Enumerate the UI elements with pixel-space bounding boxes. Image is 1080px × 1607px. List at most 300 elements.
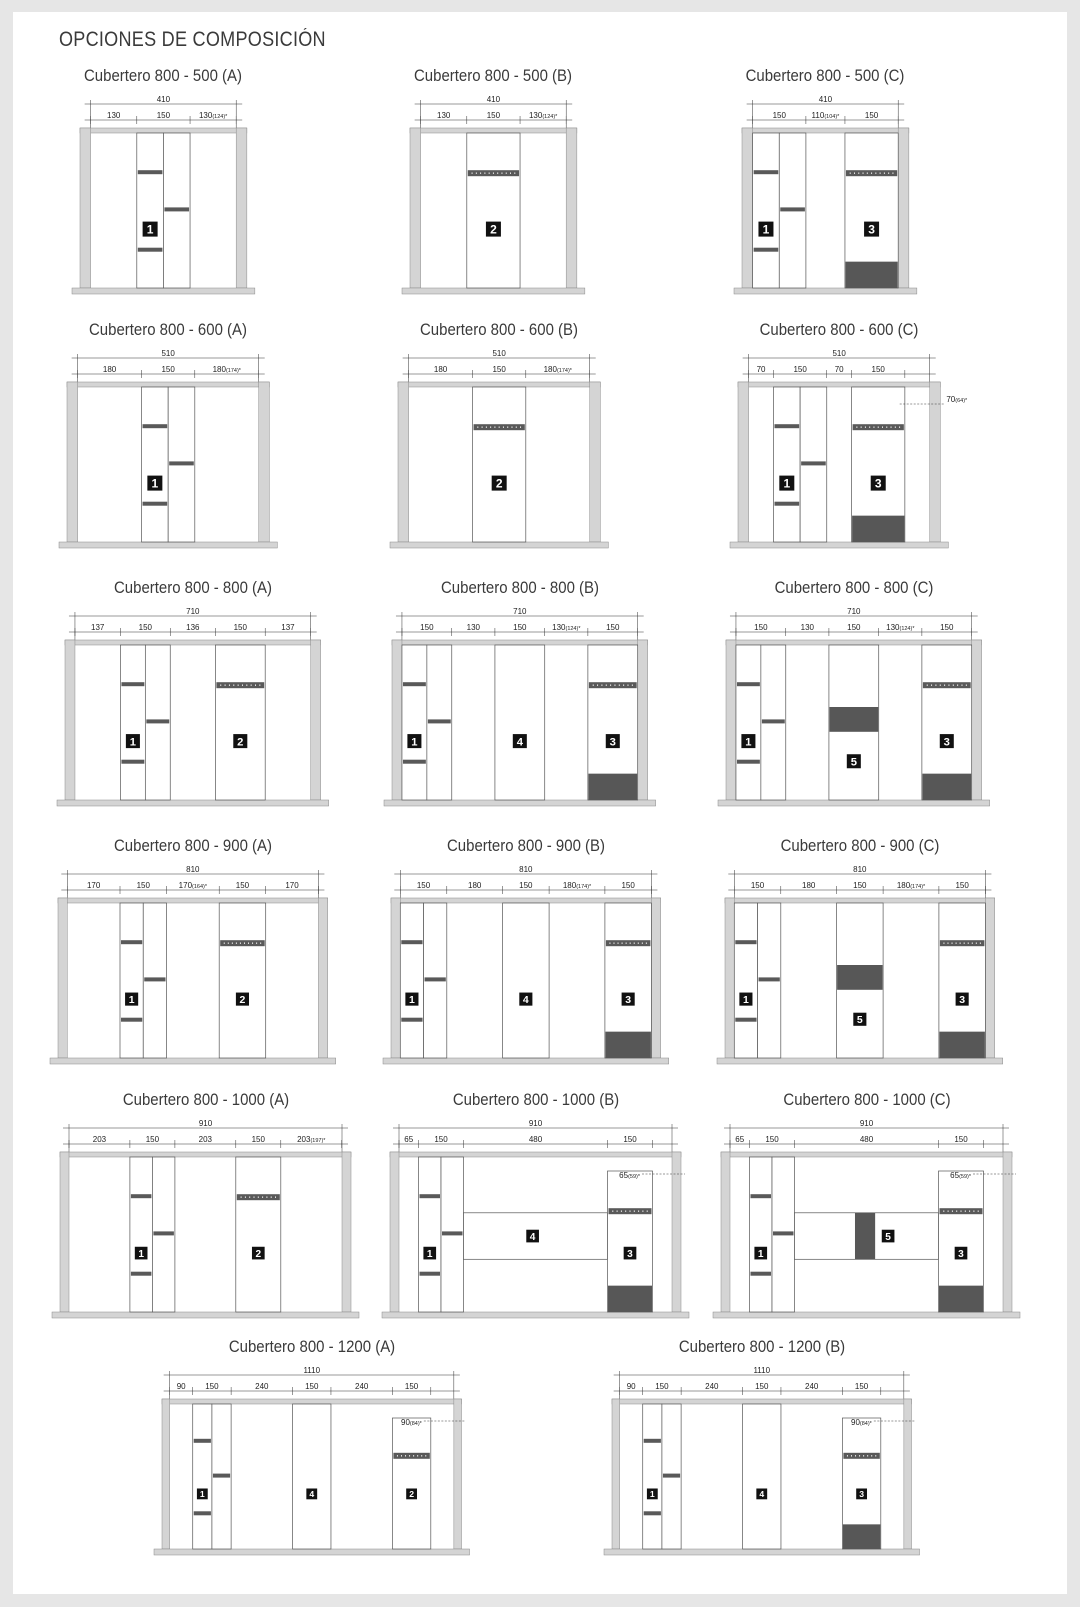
frame-post-right [904, 1399, 912, 1549]
frame-post-left [738, 382, 749, 542]
rail-slot [597, 684, 598, 686]
segment-dimension-note: (197)* [310, 1138, 326, 1144]
badge-number: 1 [783, 476, 791, 491]
rail-slot [606, 684, 607, 686]
total-dimension: 910 [859, 1119, 874, 1128]
module-column [743, 1404, 781, 1549]
module-badge [252, 1247, 265, 1260]
module-column [293, 1404, 331, 1549]
segment-dimension: 240 [805, 1382, 819, 1391]
rail-slot [614, 684, 615, 686]
segment-dimension: 150 [954, 1135, 968, 1144]
segment-dimension: 90 [176, 1382, 186, 1391]
frame-base [72, 288, 255, 294]
frame-base [717, 1058, 1003, 1064]
segment-dimension: 150 [156, 111, 171, 120]
side-dimension-note: (59)* [628, 1174, 640, 1180]
segment-dimension: 150 [940, 623, 954, 632]
module-column [495, 645, 545, 800]
drawer-block [605, 1032, 651, 1058]
rail-slot [642, 942, 643, 944]
drawer-block [939, 1032, 985, 1058]
module-badge [856, 1488, 867, 1499]
side-dimension: 65(59)* [619, 1171, 640, 1180]
module-badge [955, 1247, 968, 1260]
rail-slot [899, 426, 900, 428]
rail-slot [953, 684, 954, 686]
rail-slot [884, 172, 885, 174]
diagram-title: Cubertero 800 - 1000 (A) [122, 1090, 289, 1109]
diagram-drawing [381, 866, 671, 1086]
rail-slot [249, 1196, 250, 1198]
frame-post-left [391, 898, 400, 1058]
badge-number: 2 [255, 1248, 262, 1260]
segment-dimension: 136 [186, 623, 200, 632]
badge-number: 3 [874, 476, 882, 491]
rail-slot [980, 942, 981, 944]
segment-dimension: 150 [404, 1382, 419, 1391]
frame-base [713, 1312, 1020, 1318]
rail-slot [948, 684, 949, 686]
rail-slot [952, 1210, 953, 1212]
segment-dimension: 150 [305, 1382, 319, 1391]
rail-slot [627, 684, 628, 686]
drawer-block [837, 965, 883, 990]
total-dimension: 1110 [303, 1366, 321, 1375]
badge-number: 1 [411, 736, 418, 749]
cutlery-rail [644, 1511, 661, 1515]
total-dimension: 510 [161, 349, 175, 358]
frame-post-right [638, 640, 648, 800]
frame-base [50, 1058, 336, 1064]
module-column [467, 133, 520, 288]
composition-diagram [711, 1090, 1022, 1340]
total-dimension: 410 [486, 95, 501, 104]
frame-top [162, 1399, 462, 1404]
rail-slot [617, 1210, 618, 1212]
rail-slot [855, 1455, 856, 1457]
rail-slot [251, 684, 252, 686]
segment-dimension: 150 [750, 881, 765, 890]
rail-slot [886, 426, 887, 428]
cutlery-rail [735, 940, 756, 944]
drawer-block [852, 516, 904, 542]
module-badge [779, 476, 794, 491]
rail-slot [966, 684, 967, 686]
rail-slot [888, 172, 889, 174]
side-dimension: 65(59)* [950, 1171, 971, 1180]
module-badge [739, 993, 752, 1006]
frame-post-left [65, 640, 75, 800]
segment-dimension: 130(124)* [886, 623, 915, 632]
cutlery-rail [420, 1272, 441, 1276]
frame-base [59, 542, 277, 548]
module-1-column [400, 903, 423, 1058]
rail-slot [506, 172, 507, 174]
rail-slot [619, 684, 620, 686]
module-badge [126, 734, 140, 748]
module-badge [125, 993, 138, 1006]
module-1-column [402, 645, 427, 800]
rail-slot [965, 1210, 966, 1212]
rail-slot [245, 1196, 246, 1198]
composition-diagram [732, 66, 919, 316]
cutlery-rail [216, 682, 264, 688]
frame-post-left [390, 1152, 399, 1312]
diagram-drawing [388, 350, 610, 570]
rail-slot [647, 1210, 648, 1212]
rail-slot [630, 942, 631, 944]
diagram-title: Cubertero 800 - 600 (C) [759, 320, 919, 339]
segment-dimension: 150 [853, 881, 867, 890]
badge-number: 1 [743, 995, 749, 1007]
frame-post-left [410, 128, 421, 288]
segment-dimension-note: (164)* [192, 884, 208, 890]
composition-diagram [70, 66, 257, 316]
rail-slot [634, 1210, 635, 1212]
rail-slot [499, 426, 500, 428]
badge-number: 1 [426, 1248, 433, 1260]
diagram-title: Cubertero 800 - 800 (B) [440, 578, 599, 597]
rail-slot [252, 942, 253, 944]
badge-number: 4 [759, 1489, 765, 1500]
cutlery-rail [762, 719, 785, 723]
segment-dimension: 150 [765, 1135, 779, 1144]
drawer-block [855, 1213, 875, 1260]
drawer-block [843, 1524, 880, 1549]
rail-slot [863, 1455, 864, 1457]
segment-dimension: 180(174)* [212, 365, 241, 374]
segment-dimension: 137 [281, 623, 295, 632]
total-dimension: 910 [198, 1119, 213, 1128]
frame-base [390, 542, 608, 548]
rail-slot [224, 942, 225, 944]
segment-dimension: 180(174)* [562, 881, 592, 890]
composition-diagram [57, 320, 279, 570]
cutlery-rail [121, 760, 144, 764]
frame-top [726, 640, 982, 645]
module-badge [882, 1230, 895, 1243]
segment-dimension: 110(104)* [811, 111, 840, 120]
rail-slot [940, 684, 941, 686]
total-dimension: 410 [818, 95, 833, 104]
rail-slot [275, 1196, 276, 1198]
rail-slot [476, 172, 477, 174]
segment-dimension: 170(164)* [178, 881, 208, 890]
segment-dimension: 150 [621, 881, 635, 890]
module-1-column [130, 1157, 153, 1312]
side-dimension: 90(84)* [401, 1418, 422, 1427]
segment-dimension: 150 [235, 881, 250, 890]
module-badge [624, 1247, 637, 1260]
frame-base [383, 1058, 669, 1064]
segment-dimension: 240 [705, 1382, 719, 1391]
diagram-drawing [48, 866, 338, 1086]
rail-slot [880, 172, 881, 174]
diagram-drawing [70, 96, 257, 316]
module-1-column [193, 1404, 212, 1549]
rail-slot [262, 1196, 263, 1198]
cutlery-rail [146, 719, 169, 723]
frame-post-right [985, 898, 994, 1058]
diagram-title: Cubertero 800 - 900 (B) [446, 836, 605, 855]
segment-dimension: 480 [528, 1135, 543, 1144]
module-badge [143, 222, 158, 237]
frame-base [730, 542, 948, 548]
frame-post-left [67, 382, 78, 542]
rail-slot [494, 426, 495, 428]
module-badge [135, 1247, 148, 1260]
frame-top [721, 1152, 1012, 1157]
rail-slot [875, 172, 876, 174]
segment-dimension: 180(174)* [543, 365, 572, 374]
diagram-drawing [728, 349, 968, 570]
total-dimension: 810 [853, 865, 867, 874]
frame-base [384, 800, 656, 806]
diagram-drawing [152, 1367, 472, 1577]
rail-slot [931, 684, 932, 686]
rail-slot [255, 684, 256, 686]
cutlery-rail [775, 424, 800, 428]
segment-dimension-note: (124)* [899, 626, 915, 632]
frame-top [67, 382, 269, 387]
composition-diagram [382, 578, 658, 828]
rail-slot [625, 1210, 626, 1212]
rail-slot [882, 426, 883, 428]
segment-dimension-note: (124)* [212, 114, 228, 120]
composition-diagram [400, 66, 587, 316]
cutlery-rail [606, 940, 651, 946]
rail-slot [612, 1210, 613, 1212]
badge-number: 4 [309, 1489, 315, 1500]
module-badge [492, 476, 507, 491]
rail-slot [948, 1210, 949, 1212]
frame-post-left [726, 640, 736, 800]
segment-dimension: 130 [800, 623, 815, 632]
rail-slot [859, 1455, 860, 1457]
cutlery-rail [754, 170, 779, 174]
segment-dimension: 150 [871, 365, 885, 374]
rail-slot [935, 684, 936, 686]
rail-slot [520, 426, 521, 428]
rail-slot [892, 172, 893, 174]
frame-post-left [612, 1399, 620, 1549]
diagram-title: Cubertero 800 - 500 (B) [414, 66, 573, 85]
badge-number: 2 [409, 1489, 415, 1500]
module-badge [622, 993, 635, 1006]
frame-post-right [1003, 1152, 1012, 1312]
segment-dimension: 65 [404, 1135, 414, 1144]
rail-slot [646, 942, 647, 944]
diagram-title: Cubertero 800 - 1200 (A) [228, 1337, 395, 1356]
rail-slot [271, 1196, 272, 1198]
rail-slot [867, 1455, 868, 1457]
drawer-block [845, 262, 897, 288]
segment-dimension: 150 [864, 111, 879, 120]
rail-slot [854, 172, 855, 174]
rail-slot [236, 942, 237, 944]
cutlery-rail [589, 682, 637, 688]
cutlery-rail [801, 461, 826, 465]
segment-dimension: 130(124)* [528, 111, 558, 120]
rail-slot [228, 942, 229, 944]
frame-post-right [566, 128, 577, 288]
cutlery-rail [131, 1272, 152, 1276]
composition-diagram [716, 578, 992, 828]
frame-base [734, 288, 917, 294]
frame-top [65, 640, 321, 645]
rail-slot [601, 684, 602, 686]
module-column [236, 1157, 281, 1312]
segment-dimension: 180(174)* [896, 881, 926, 890]
badge-number: 4 [516, 736, 523, 749]
segment-dimension: 130 [466, 623, 481, 632]
frame-post-left [162, 1399, 170, 1549]
cutlery-rail [940, 940, 985, 946]
rail-slot [507, 426, 508, 428]
module-badge [407, 734, 421, 748]
cutlery-rail [780, 207, 805, 211]
rail-slot [514, 172, 515, 174]
module-badge [754, 1247, 767, 1260]
side-dimension-note: (84)* [859, 1421, 872, 1427]
cutlery-rail [194, 1439, 211, 1443]
cutlery-rail [121, 682, 144, 686]
rail-slot [875, 1455, 876, 1457]
segment-dimension-note: (174)* [225, 368, 241, 374]
cutlery-rail [121, 940, 142, 944]
diagram-drawing [382, 608, 658, 828]
side-dimension-note: (84)* [409, 1421, 422, 1427]
page-title: OPCIONES DE COMPOSICIÓN [59, 28, 326, 51]
rail-slot [421, 1455, 422, 1457]
cutlery-rail [663, 1474, 680, 1478]
segment-dimension: 70 [834, 365, 844, 374]
frame-top [58, 898, 328, 903]
frame-post-left [392, 640, 402, 800]
rail-slot [503, 426, 504, 428]
rail-slot [610, 684, 611, 686]
cutlery-rail [737, 682, 760, 686]
diagram-drawing [602, 1367, 922, 1577]
diagram-title: Cubertero 800 - 900 (A) [113, 836, 272, 855]
segment-dimension: 130(124)* [198, 111, 228, 120]
module-badge [956, 993, 969, 1006]
diagram-title: Cubertero 800 - 800 (C) [774, 578, 934, 597]
segment-dimension: 203 [92, 1135, 107, 1144]
rail-slot [972, 942, 973, 944]
rail-slot [960, 942, 961, 944]
badge-number: 1 [409, 995, 415, 1007]
badge-number: 5 [856, 1015, 863, 1027]
drawer-block [939, 1286, 983, 1312]
rail-slot [871, 172, 872, 174]
rail-slot [952, 942, 953, 944]
segment-dimension: 180 [433, 365, 448, 374]
badge-number: 1 [649, 1489, 655, 1500]
module-badge [486, 222, 501, 237]
rail-slot [511, 426, 512, 428]
composition-diagram [152, 1337, 472, 1577]
module-badge [758, 222, 773, 237]
rail-slot [944, 684, 945, 686]
segment-dimension: 130(124)* [552, 623, 581, 632]
composition-diagram [380, 1090, 691, 1340]
diagram-drawing [380, 1120, 691, 1340]
segment-dimension: 150 [205, 1382, 219, 1391]
rail-slot [851, 1455, 852, 1457]
total-dimension: 1110 [753, 1366, 771, 1375]
cutlery-rail [393, 1453, 429, 1459]
module-1-column [120, 645, 145, 800]
total-dimension: 810 [519, 865, 533, 874]
drawer-block [922, 774, 971, 800]
segment-dimension: 150 [434, 1135, 448, 1144]
diagram-drawing [400, 96, 587, 316]
module-column [215, 645, 265, 800]
badge-number: 4 [529, 1231, 536, 1243]
rail-slot [220, 684, 221, 686]
module-1-column [120, 903, 143, 1058]
rail-slot [969, 1210, 970, 1212]
rail-slot [484, 172, 485, 174]
segment-dimension: 180 [102, 365, 117, 374]
badge-number: 4 [522, 995, 529, 1007]
segment-dimension: 170 [285, 881, 299, 890]
rail-slot [623, 684, 624, 686]
badge-number: 3 [959, 995, 966, 1007]
diagram-drawing [711, 1120, 1022, 1340]
badge-number: 5 [885, 1231, 891, 1243]
segment-dimension: 480 [859, 1135, 874, 1144]
module-1-column [734, 903, 757, 1058]
segment-dimension: 150 [513, 623, 527, 632]
badge-number: 1 [129, 736, 137, 749]
total-dimension: 410 [156, 95, 171, 104]
module-badge [147, 476, 162, 491]
module-column [219, 903, 266, 1058]
rail-slot [626, 942, 627, 944]
badge-number: 5 [850, 756, 857, 769]
rail-slot [863, 172, 864, 174]
module-column [503, 903, 549, 1058]
cutlery-rail [644, 1439, 661, 1443]
rail-slot [858, 172, 859, 174]
rail-slot [593, 684, 594, 686]
frame-top [725, 898, 995, 903]
frame-post-left [60, 1152, 69, 1312]
diagram-drawing [716, 608, 992, 828]
rail-slot [947, 942, 948, 944]
module-badge [306, 1488, 317, 1499]
rail-slot [472, 172, 473, 174]
cutlery-rail [751, 1272, 772, 1276]
frame-post-right [651, 898, 660, 1058]
rail-slot [260, 942, 261, 944]
rail-slot [501, 172, 502, 174]
frame-post-right [259, 382, 270, 542]
total-dimension: 710 [513, 607, 527, 616]
badge-number: 2 [490, 222, 497, 237]
module-column [473, 387, 526, 542]
cutlery-rail [737, 760, 760, 764]
rail-slot [642, 1210, 643, 1212]
rail-slot [397, 1455, 398, 1457]
module-1-column [419, 1157, 442, 1312]
module-badge [406, 1488, 417, 1499]
frame-base [52, 1312, 359, 1318]
segment-dimension: 150 [136, 881, 150, 890]
